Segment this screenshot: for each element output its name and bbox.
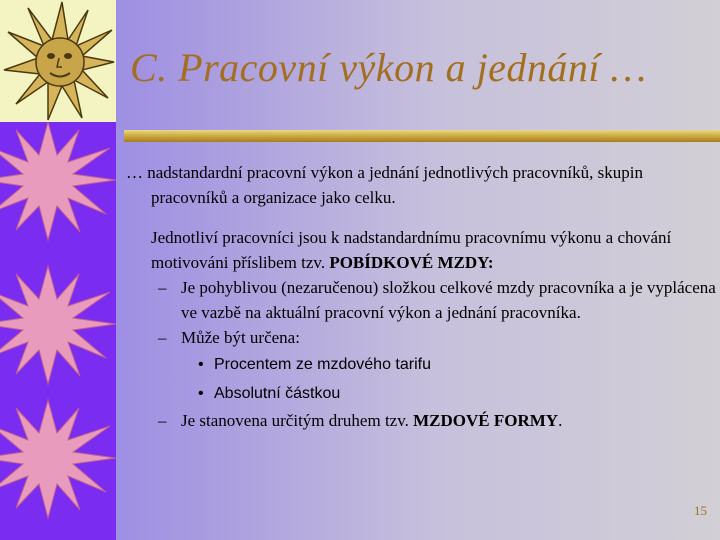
sun-panel — [0, 0, 116, 122]
list-item-bold: MZDOVÉ FORMY — [413, 411, 559, 430]
incentive-paragraph — [126, 225, 716, 275]
sub-list-item — [126, 350, 716, 379]
star-icon — [0, 266, 116, 384]
title-underline — [124, 130, 720, 142]
slide-body — [126, 160, 716, 433]
dot-bullet: • — [198, 385, 204, 402]
list-item-end: . — [558, 411, 563, 430]
dash-bullet: – — [158, 278, 167, 297]
star-icon — [0, 122, 116, 240]
dash-bullet: – — [158, 328, 167, 347]
decorative-sidebar — [0, 0, 116, 540]
sub-list-item-text: Procentem ze mzdového tarifu — [214, 356, 431, 373]
page-number: 15 — [694, 503, 707, 518]
dot-bullet: • — [198, 356, 204, 373]
incentive-bold: POBÍDKOVÉ MZDY: — [329, 253, 494, 272]
list-item — [126, 408, 716, 433]
list-item — [126, 275, 716, 325]
incentive-text: Jednotliví pracovníci jsou k nadstandardnímu pracovnímu výkonu a chování motivováni příslibem tzv. — [151, 228, 672, 272]
list-item-text: Je stanovena určitým druhem tzv. — [181, 411, 414, 430]
sun-icon — [0, 0, 116, 122]
intro-paragraph: … nadstandardní pracovní výkon a jednání jednotlivých pracovníků, skupin pracovníků a organizace jako celku. — [126, 163, 643, 207]
dash-bullet: – — [158, 411, 167, 430]
star-icon — [0, 400, 116, 518]
slide-title: C. Pracovní výkon a jednání … — [130, 45, 647, 90]
list-item — [126, 325, 716, 350]
list-item-text: Je pohyblivou (nezaručenou) složkou celkové mzdy pracovníka a je vyplácena ve vazbě na aktuální pracovní výkon a jednání pracovníka. — [181, 278, 716, 322]
sub-list-item-text: Absolutní částkou — [214, 385, 341, 402]
sub-list-item — [126, 379, 716, 408]
list-item-text: Může být určena: — [181, 328, 300, 347]
stars-decoration — [0, 122, 116, 540]
